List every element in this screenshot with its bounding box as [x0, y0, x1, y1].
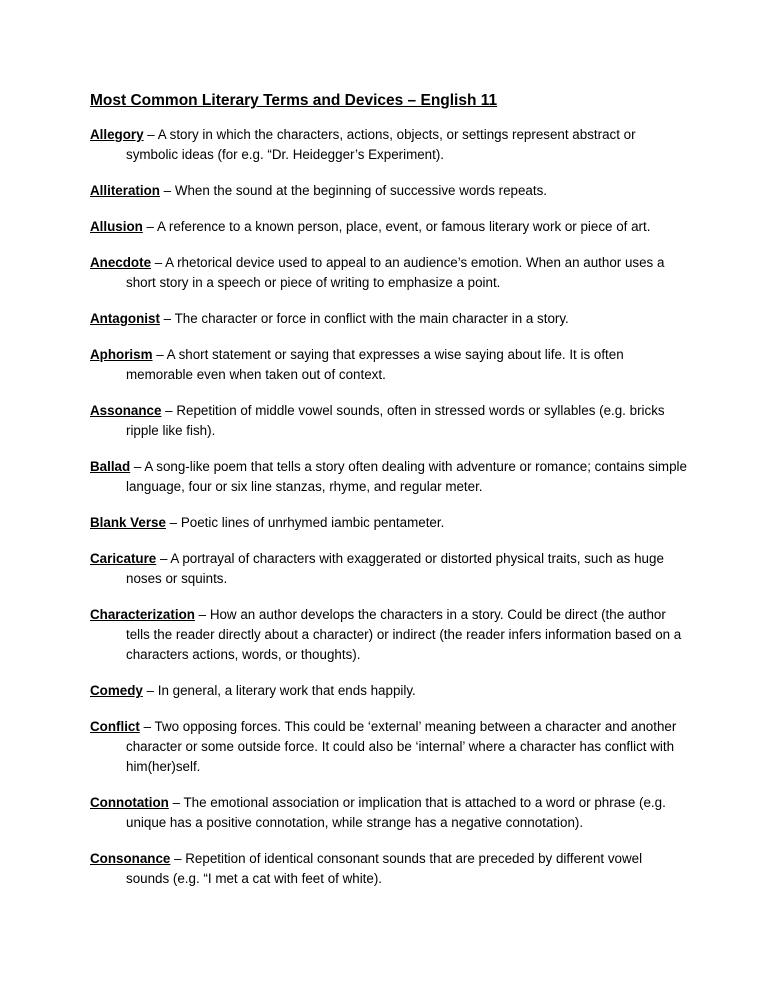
glossary-entry [90, 345, 688, 385]
glossary-entry [90, 513, 688, 533]
glossary-entry [90, 457, 688, 497]
separator: – [159, 183, 175, 198]
separator: – [151, 255, 166, 270]
glossary-entry [90, 793, 688, 833]
separator: – [130, 459, 145, 474]
definition: The character or force in conflict with the main character in a story. [174, 311, 569, 326]
separator: – [194, 607, 210, 622]
term: Allegory [90, 127, 144, 142]
term: Consonance [90, 851, 171, 866]
term: Characterization [90, 607, 195, 622]
definition: A portrayal of characters with exaggerated or distorted physical traits, such as huge noses or squints. [126, 551, 664, 586]
definition: A song-like poem that tells a story often dealing with adventure or romance; contains simple language, four or six line stanzas, rhyme, and regular meter. [126, 459, 687, 494]
term: Connotation [90, 795, 169, 810]
separator: – [152, 347, 167, 362]
definition: In general, a literary work that ends happily. [157, 683, 416, 698]
separator: – [159, 311, 175, 326]
separator: – [142, 683, 158, 698]
definition: A rhetorical device used to appeal to an audience’s emotion. When an author uses a short story in a speech or piece of writing to emphasize a point. [126, 255, 665, 290]
separator: – [165, 515, 181, 530]
glossary-entry [90, 125, 688, 165]
separator: – [142, 219, 157, 234]
separator: – [156, 551, 171, 566]
term: Ballad [90, 459, 131, 474]
separator: – [170, 851, 186, 866]
term: Alliteration [90, 183, 160, 198]
definition: Two opposing forces. This could be ‘external’ meaning between a character and another character or some outside force. It could also be ‘internal’ where a character has conflict with him(her)self. [126, 719, 677, 774]
glossary-entry [90, 309, 688, 329]
definition: The emotional association or implication that is attached to a word or phrase (e.g. unique has a positive connotation, while strange has a negative connotation). [126, 795, 666, 830]
definition: When the sound at the beginning of successive words repeats. [174, 183, 548, 198]
definition: Repetition of middle vowel sounds, often in stressed words or syllables (e.g. bricks ripple like fish). [126, 403, 665, 438]
term: Anecdote [90, 255, 152, 270]
term: Caricature [90, 551, 157, 566]
term: Aphorism [90, 347, 153, 362]
term: Assonance [90, 403, 162, 418]
glossary-entry [90, 181, 688, 201]
glossary-entry [90, 717, 688, 777]
separator: – [139, 719, 155, 734]
definition: Repetition of identical consonant sounds that are preceded by different vowel sounds (e.g. “I met a cat with feet of white). [126, 851, 643, 886]
definition: How an author develops the characters in a story. Could be direct (the author tells the reader directly about a character) or indirect (the reader infers information based on a characters actions, words, or thoughts). [126, 607, 682, 662]
glossary-entry [90, 549, 688, 589]
definition: A reference to a known person, place, event, or famous literary work or piece of art. [156, 219, 651, 234]
glossary-entry [90, 605, 688, 665]
page-title: Most Common Literary Terms and Devices – English 11 [90, 92, 498, 109]
separator: – [161, 403, 177, 418]
term: Comedy [90, 683, 143, 698]
separator: – [143, 127, 158, 142]
glossary-entry [90, 401, 688, 441]
glossary-entry [90, 681, 688, 701]
glossary-entry [90, 217, 688, 237]
term: Allusion [90, 219, 143, 234]
term: Conflict [90, 719, 140, 734]
glossary-entry [90, 253, 688, 293]
term: Antagonist [90, 311, 160, 326]
separator: – [168, 795, 184, 810]
glossary-entry [90, 849, 688, 889]
definition: A story in which the characters, actions, objects, or settings represent abstract or symbolic ideas (for e.g. “Dr. Heidegger’s Experiment). [126, 127, 636, 162]
term: Blank Verse [90, 515, 166, 530]
definition: A short statement or saying that expresses a wise saying about life. It is often memorable even when taken out of context. [126, 347, 624, 382]
definition: Poetic lines of unrhymed iambic pentameter. [180, 515, 445, 530]
